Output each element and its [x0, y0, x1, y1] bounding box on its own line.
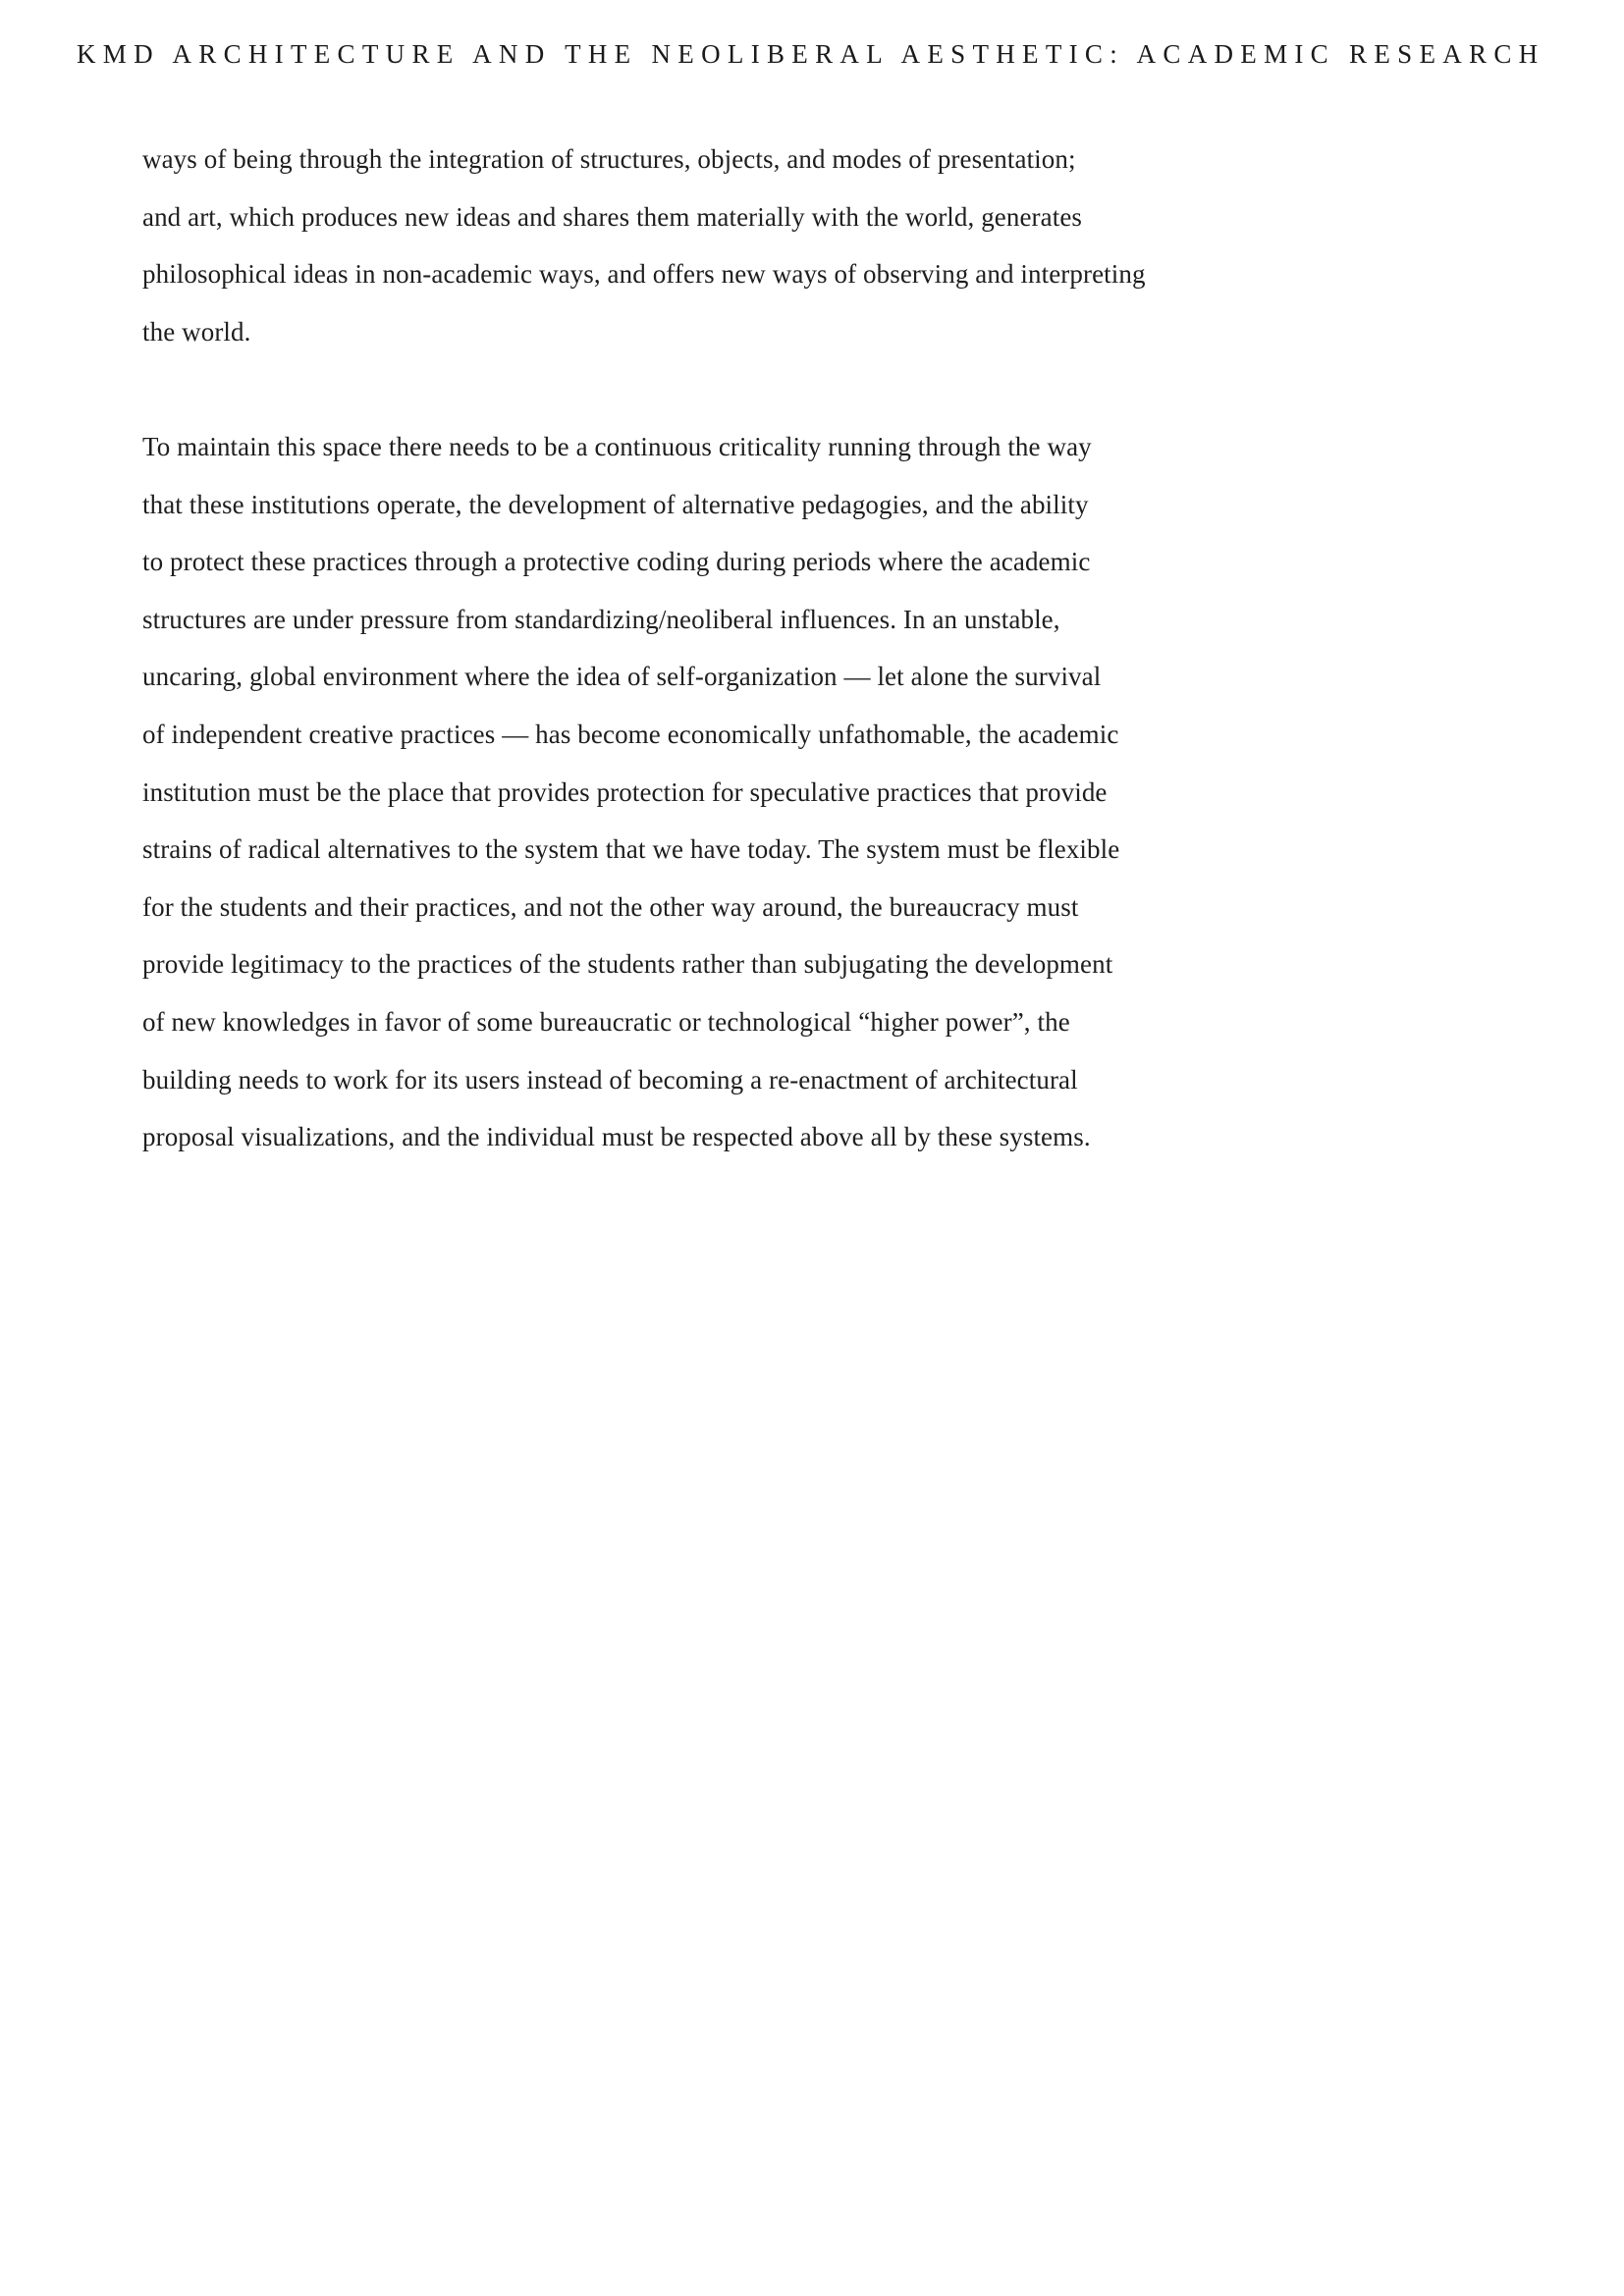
paragraph-1-line: ways of being through the integration of structures, objects, and modes of presentation; — [142, 144, 1076, 174]
paragraph-2-line: uncaring, global environment where the idea of self-organization — let alone the survival — [142, 662, 1102, 692]
paragraph-2-line: provide legitimacy to the practices of the students rather than subjugating the development — [142, 949, 1113, 980]
paragraph-2-line: of new knowledges in favor of some bureaucratic or technological “higher power”, the — [142, 1006, 1070, 1037]
paragraph-2 — [142, 418, 1321, 1166]
paragraph-spacer — [142, 360, 1321, 418]
paragraph-2-line: strains of radical alternatives to the system that we have today. The system must be flexible — [142, 834, 1120, 865]
paragraph-2-line: proposal visualizations, and the individual must be respected above all by these systems. — [142, 1122, 1091, 1152]
paragraph-2-line: To maintain this space there needs to be a continuous criticality running through the way — [142, 431, 1092, 461]
paragraph-2-line: to protect these practices through a protective coding during periods where the academic — [142, 547, 1091, 577]
running-header: KMD ARCHITECTURE AND THE NEOLIBERAL AESTHETIC: ACADEMIC RESEARCH — [77, 39, 1545, 69]
paragraph-2-line: building needs to work for its users instead of becoming a re-enactment of architectural — [142, 1064, 1078, 1095]
paragraph-1-line: philosophical ideas in non-academic ways, and offers new ways of observing and interpreting — [142, 259, 1146, 290]
paragraph-2-line: of independent creative practices — has become economically unfathomable, the academic — [142, 719, 1119, 749]
paragraph-1 — [142, 131, 1321, 360]
paragraph-2-line: that these institutions operate, the development of alternative pedagogies, and the ability — [142, 489, 1089, 519]
paragraph-1-line: and art, which produces new ideas and shares them materially with the world, generates — [142, 201, 1083, 232]
body-text — [142, 131, 1321, 1166]
paragraph-2-line: structures are under pressure from standardizing/neoliberal influences. In an unstable, — [142, 604, 1060, 634]
paragraph-1-line: the world. — [142, 316, 251, 347]
paragraph-2-line: institution must be the place that provides protection for speculative practices that provide — [142, 776, 1108, 807]
paragraph-2-line: for the students and their practices, and not the other way around, the bureaucracy must — [142, 891, 1079, 922]
